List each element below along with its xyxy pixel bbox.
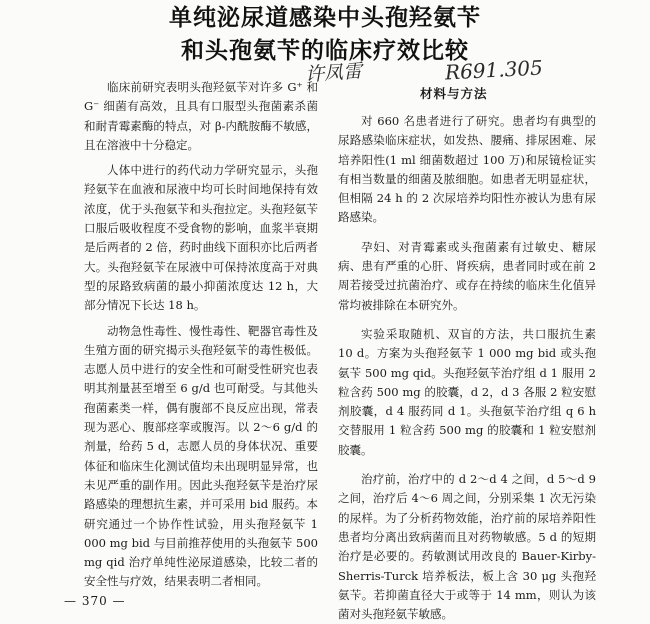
paragraph: 动物急性毒性、慢性毒性、靶器官毒性及生殖方面的研究揭示头孢羟氨苄的毒性极低。志愿人员中进行的安全性和可耐受性研究也表明其剂量甚至增至 6 g/d 也可耐受。与其他头孢菌素类一样，偶有腹部不良反应出现，常表现为恶心、腹部痉挛或腹泻。以 2～6 g/d 的剂量，给药 5 d，志愿人员的身体状况、重要体征和临床生化测试值均未出现明显异常，也未见严重的副作用。因此头孢羟氨苄是治疗尿路感染的理想抗生素，并可采用 bid 服药。本研究通过一个协作性试验，用头孢羟氨苄 1 000 mg bid 与目前推荐使用的头孢氨苄 500 mg qid 治疗单纯性泌尿道感染，比较二者的安全性与疗效，结果表明二者相同。 bbox=[84, 323, 318, 589]
handwritten-classification-code: R691.305 bbox=[444, 55, 544, 85]
paragraph: 实验采取随机、双盲的方法，共口服抗生素 10 d。方案为头孢羟氨苄 1 000 mg bid 或头孢氨苄 500 mg qid。头孢羟氨苄治疗组 d 1 服用 2 粒含药 500 mg 的胶囊，d 2，d 3 各服 2 粒安慰剂胶囊，d 4 服药同 d 1。头孢氨苄治疗组 q 6 h 交替服用 1 粒含药 500 mg 的胶囊和 1 粒安慰剂胶囊。 bbox=[338, 326, 596, 457]
left-column bbox=[84, 78, 318, 592]
paragraph: 孕妇、对青霉素或头孢菌素有过敏史、糖尿病、患有严重的心肝、肾疾病，患者同时或在前 2 周若接受过抗菌治疗、或存在持续的临床生化值异常均被排除在本研究外。 bbox=[338, 239, 596, 312]
title-line-2: 和头孢氨苄的临床疗效比较 bbox=[181, 38, 469, 64]
right-column bbox=[338, 112, 596, 624]
paragraph: 治疗前，治疗中的 d 2～d 4 之间，d 5～d 9 之间，治疗后 4～6 周之间，分别采集 1 次无污染的尿样。为了分析药物效能，治疗前的尿培养阳性患者均分离出致病菌而且对药物敏感。5 d 的短期治疗是必要的。药敏测试用改良的 Bauer-Kirby-Sherris-Turck 培养板法，板上含 30 μg 头孢羟氨苄。若抑菌直径大于或等于 14 mm，则认为该菌对头孢羟氨苄敏感。 bbox=[338, 472, 596, 622]
paragraph: 临床前研究表明头孢羟氨苄对许多 G⁺ 和 G⁻ 细菌有高效，且具有口服型头孢菌素杀菌和耐青霉素酶的特点，对 β-内酰胺酶不敏感，且在溶液中十分稳定。 bbox=[84, 80, 318, 152]
paragraph: 对 660 名患者进行了研究。患者均有典型的尿路感染临床症状，如发热、腰痛、排尿困难、尿培养阳性(1 ml 细菌数超过 100 万)和尿镜检证实有相当数量的细菌及脓细胞。如患者无明显症状，但相隔 24 h 的 2 次尿培养均阳性亦被认为患有尿路感染。 bbox=[338, 114, 596, 225]
paragraph: 人体中进行的药代动力学研究显示，头孢羟氨苄在血液和尿液中均可长时间地保持有效浓度，优于头孢氨苄和头孢拉定。头孢羟氨苄口服后吸收程度不受食物的影响，血浆半衰期是后两者的 2 倍，药时曲线下面积亦比后两者大。头孢羟氨苄在尿液中可保持浓度高于对典型的尿路致病菌的最小抑菌浓度达 12 h，大部分情况下长达 18 h。 bbox=[84, 163, 318, 313]
handwritten-name: 许凤雷 bbox=[304, 60, 363, 86]
page-number: — 370 — bbox=[64, 594, 126, 608]
title-line-1: 单纯泌尿道感染中头孢羟氨苄 bbox=[169, 5, 481, 31]
section-heading-materials-methods: 材料与方法 bbox=[420, 86, 488, 101]
